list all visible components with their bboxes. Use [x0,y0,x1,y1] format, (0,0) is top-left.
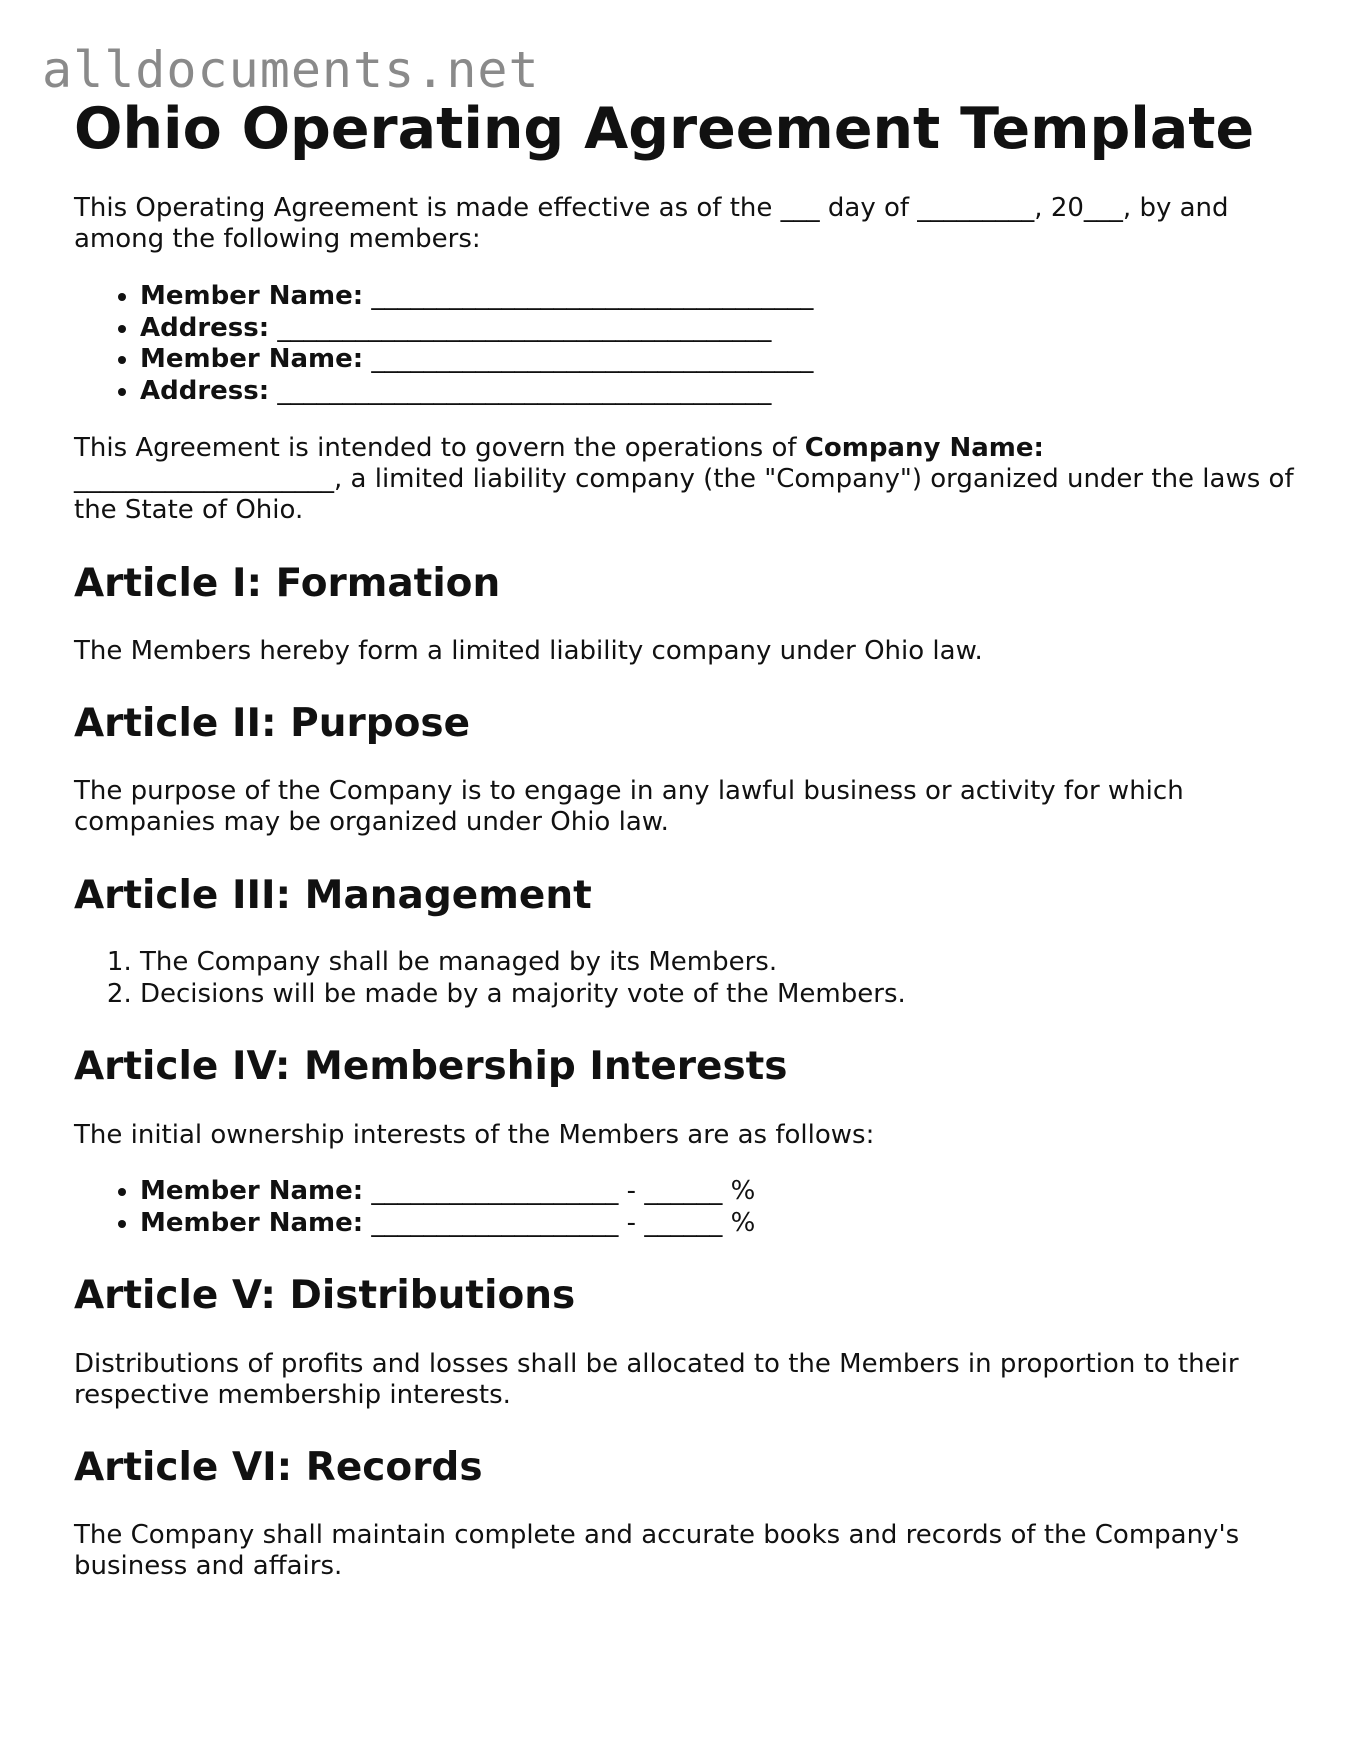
govern-text: This Agreement is intended to govern the operations of [74,433,805,463]
article-text-distributions: Distributions of profits and losses shall be allocated to the Members in proportion to their respective membership interests. [74,1349,1239,1410]
intro-paragraph: This Operating Agreement is made effective as of the ___ day of _________, 20___, by and among the following members: [74,193,1229,254]
list-item [140,1208,1294,1240]
article-heading-records: Article VI: Records [74,1445,483,1490]
govern-text-continued: ____________________, a limited liability company (the "Company") organized under the laws of the State of Ohio. [74,464,1294,525]
fill-in-blank: ___________________ - ______ % [363,1207,756,1238]
fill-in-blank: ___________________ - ______ % [363,1176,756,1206]
govern-paragraph [74,433,1294,526]
list-item [140,344,1294,376]
article-heading-management: Article III: Management [74,873,592,918]
article-text-formation: The Members hereby form a limited liability company under Ohio law. [74,636,983,666]
article-text-interests: The initial ownership interests of the Members are as follows: [74,1120,875,1150]
member-name-label: Member Name: [140,1207,364,1238]
member-name-label: Member Name: [140,344,364,374]
address-label: Address: [140,312,270,343]
list-item [140,1176,1294,1208]
list-item [140,281,1294,313]
watermark: alldocuments.net [42,41,540,99]
member-name-label: Member Name: [140,1176,364,1206]
fill-in-blank: ______________________________________ [269,375,772,406]
fill-in-blank: __________________________________ [363,281,814,311]
address-label: Address: [140,375,270,406]
member-name-label: Member Name: [140,281,364,311]
article-heading-interests: Article IV: Membership Interests [74,1044,788,1089]
article-text-records: The Company shall maintain complete and accurate books and records of the Company's business and affairs. [74,1520,1240,1581]
page-title: Ohio Operating Agreement Template [74,96,1255,162]
list-item: 2. Decisions will be made by a majority vote of the Members. [140,979,1294,1011]
members-list [74,281,1294,407]
document-body [74,96,1294,1582]
article-heading-distributions: Article V: Distributions [74,1273,576,1318]
article-heading-purpose: Article II: Purpose [74,701,471,746]
management-list [74,947,1294,1010]
list-item [140,376,1294,408]
fill-in-blank: __________________________________ [363,344,814,374]
list-item: 1. The Company shall be managed by its Members. [140,947,1294,979]
list-item [140,313,1294,345]
interests-list [74,1176,1294,1239]
fill-in-blank: ______________________________________ [269,312,772,343]
article-heading-formation: Article I: Formation [74,561,501,606]
company-name-label: Company Name: [804,433,1044,463]
article-text-purpose: The purpose of the Company is to engage in any lawful business or activity for which companies may be organized under Ohio law. [74,776,1184,837]
